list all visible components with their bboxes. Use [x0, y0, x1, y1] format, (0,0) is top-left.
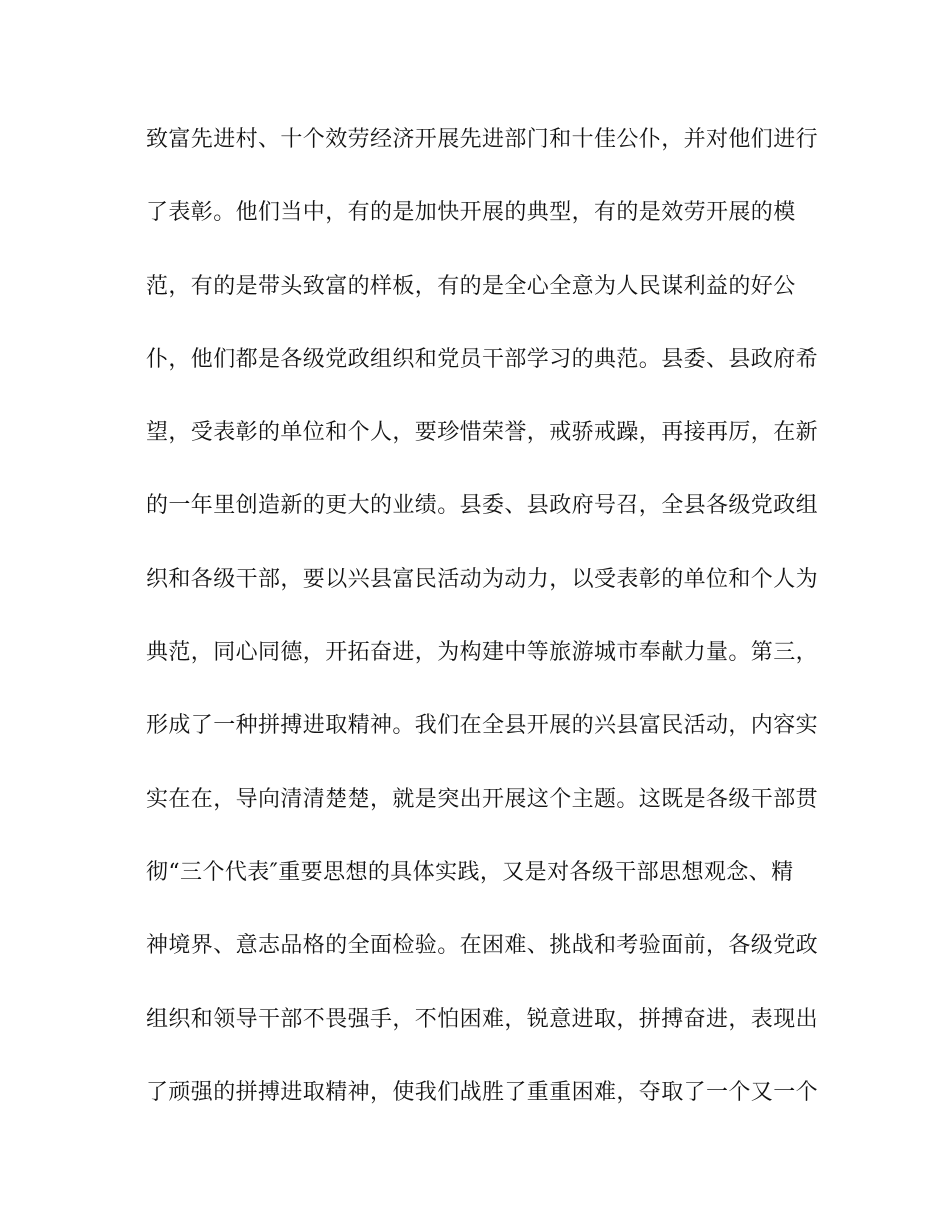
- text-line: 的一年里创造新的更大的业绩。县委、县政府号召，全县各级党政组: [146, 493, 819, 519]
- text-line: 神境界、意志品格的全面检验。在困难、挑战和考验面前，各级党政: [146, 933, 819, 959]
- text-line: 组织和领导干部不畏强手，不怕困难，锐意进取，拼搏奋进，表现出: [146, 1006, 819, 1032]
- text-line: 了顽强的拼搏进取精神，使我们战胜了重重困难，夺取了一个又一个: [146, 1079, 819, 1105]
- text-line: 致富先进村、十个效劳经济开展先进部门和十佳公仆，并对他们进行: [146, 127, 819, 152]
- text-line: 望，受表彰的单位和个人，要珍惜荣誉，戒骄戒躁，再接再厉，在新: [146, 420, 819, 446]
- text-line: 织和各级干部，要以兴县富民活动为动力，以受表彰的单位和个人为: [146, 566, 819, 592]
- text-line: 彻“三个代表″重要思想的具体实践，又是对各级干部思想观念、精: [146, 859, 794, 885]
- text-line: 形成了一种拼搏进取精神。我们在全县开展的兴县富民活动，内容实: [146, 713, 819, 739]
- text-line: 仆，他们都是各级党政组织和党员干部学习的典范。县委、县政府希: [146, 346, 819, 372]
- text-line: 典范，同心同德，开拓奋进，为构建中等旅游城市奉献力量。第三，: [146, 640, 819, 666]
- text-line: 实在在，导向清清楚楚，就是突出开展这个主题。这既是各级干部贯: [146, 786, 819, 812]
- text-line: 了表彰。他们当中，有的是加快开展的典型，有的是效劳开展的模: [146, 200, 796, 226]
- text-line: 范，有的是带头致富的样板，有的是全心全意为人民谋利益的好公: [146, 273, 796, 299]
- body-text: [146, 124, 819, 1150]
